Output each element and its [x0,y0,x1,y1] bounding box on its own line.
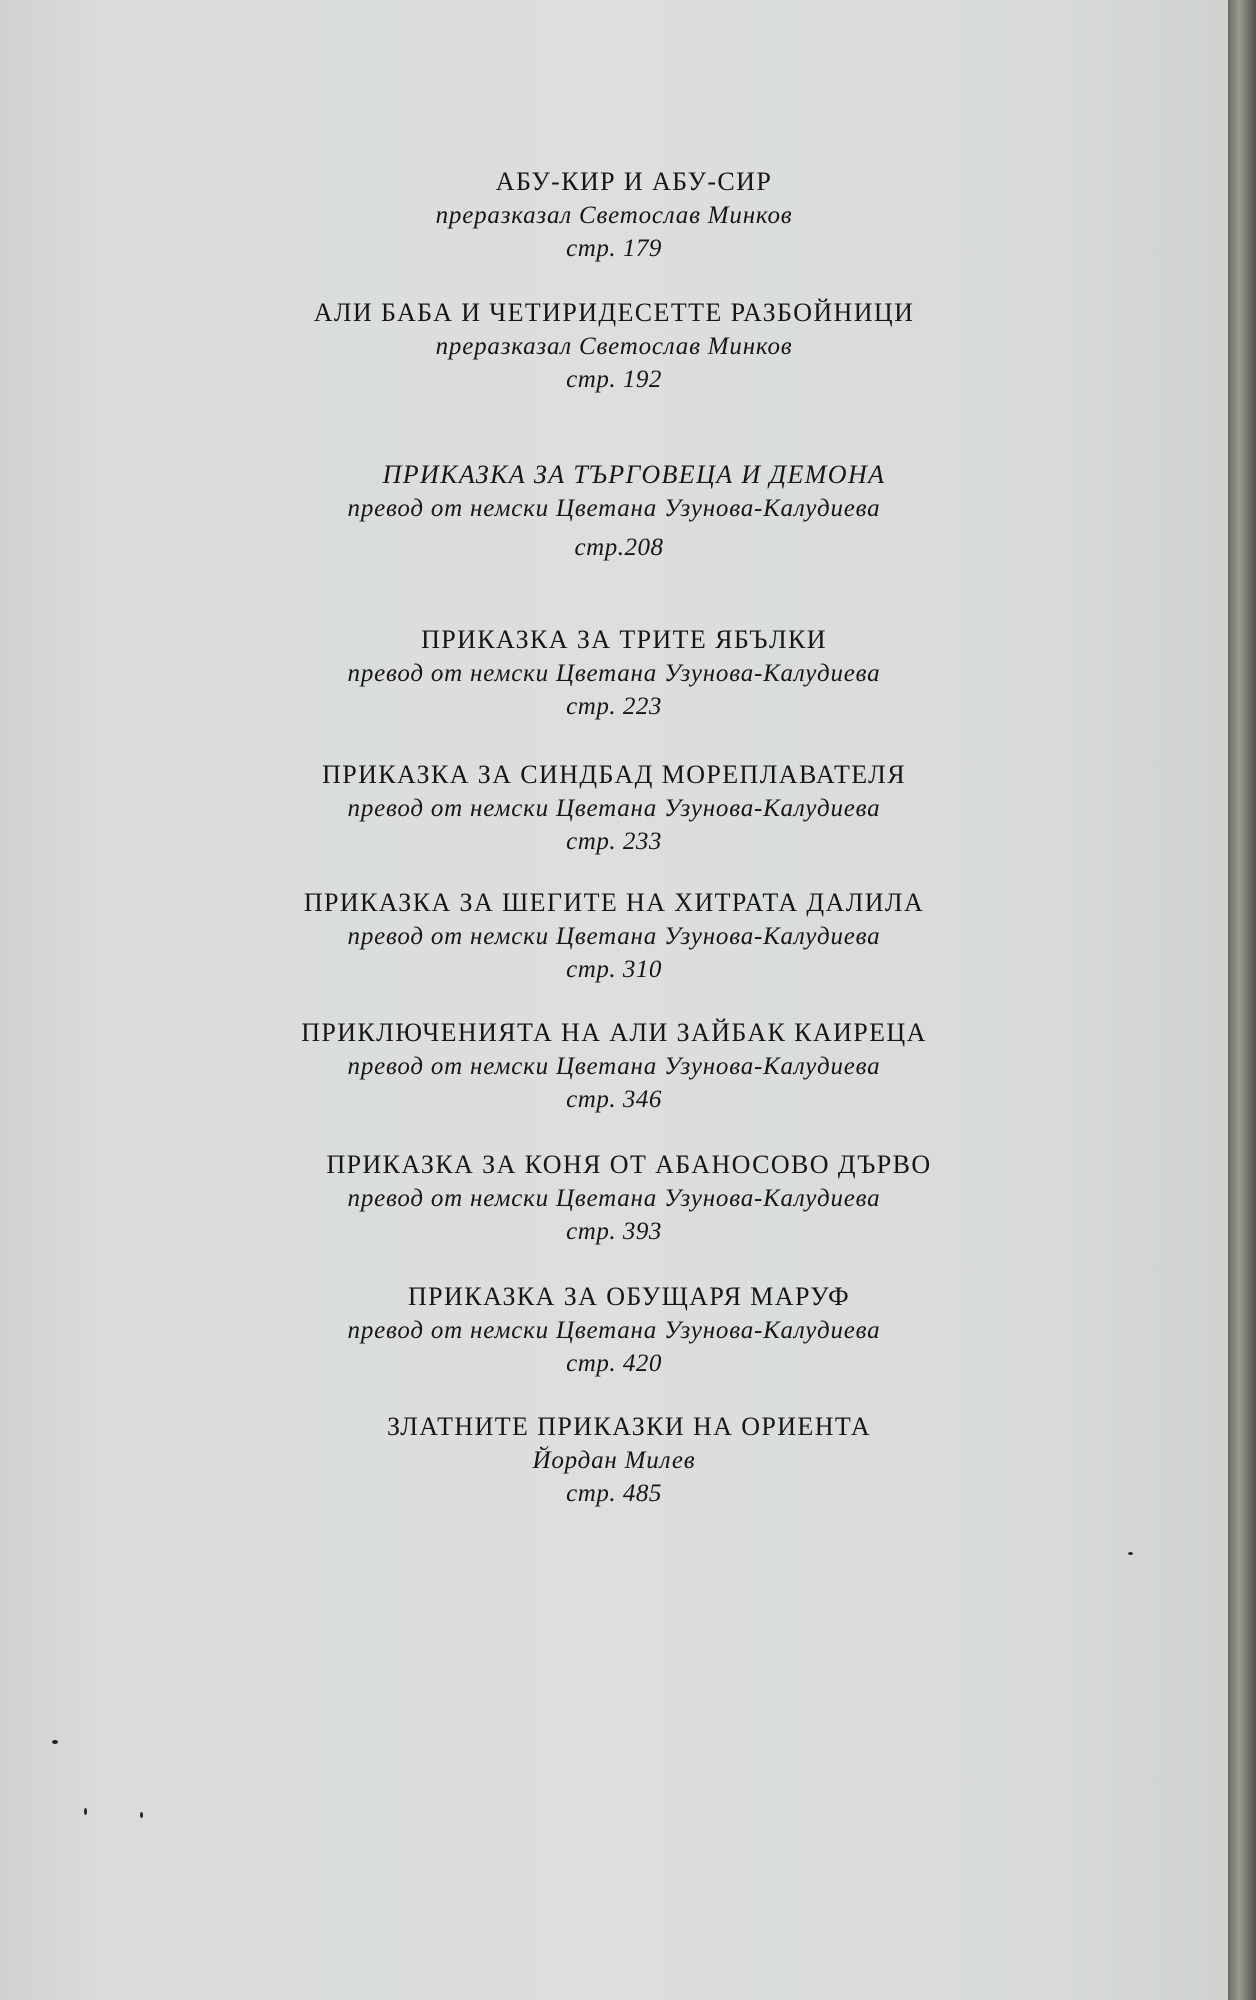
entry-author: Йордан Милев [532,1447,696,1474]
toc-entry [0,458,1228,564]
entry-title: АЛИ БАБА И ЧЕТИРИДЕСЕТТЕ РАЗБОЙНИЦИ [313,298,915,327]
toc-entry [0,1280,1228,1380]
entry-author: преразказал Светослав Минков [435,202,793,229]
paper-speck [52,1740,58,1744]
paper-speck [84,1808,87,1815]
entry-author: превод от немски Цветана Узунова-Калудиева [347,495,881,522]
entry-page: стр. 393 [566,1218,662,1245]
entry-page: стр. 192 [566,366,662,393]
entry-author: превод от немски Цветана Узунова-Калудиева [347,660,881,687]
entry-page: стр. 223 [566,693,662,720]
toc-entry [0,1148,1228,1248]
entry-title: ПРИКАЗКА ЗА ТРИТЕ ЯБЪЛКИ [421,625,827,654]
paper-speck [1128,1552,1133,1555]
entry-page: стр. 346 [566,1086,662,1113]
entry-title: АБУ-КИР И АБУ-СИР [495,167,773,196]
entry-page: стр. 179 [566,235,662,262]
entry-title: ПРИКАЗКА ЗА ШЕГИТЕ НА ХИТРАТА ДАЛИЛА [303,888,925,917]
entry-title: ПРИКАЗКА ЗА СИНДБАД МОРЕПЛАВАТЕЛЯ [322,760,906,789]
entry-author: превод от немски Цветана Узунова-Калудиева [347,795,881,822]
entry-page: стр. 233 [566,828,662,855]
entry-author: превод от немски Цветана Узунова-Калудиева [347,1317,881,1344]
toc-entry [0,886,1228,986]
entry-title: ПРИКАЗКА ЗА ТЪРГОВЕЦА И ДЕМОНА [382,460,886,489]
entry-author: преразказал Светослав Минков [435,333,793,360]
toc-entry [0,165,1228,265]
entry-page: стр. 310 [566,956,662,983]
entry-title: ЗЛАТНИТЕ ПРИКАЗКИ НА ОРИЕНТА [386,1412,872,1441]
entry-page: стр. 420 [566,1350,662,1377]
toc-entry [0,296,1228,396]
toc-entry [0,623,1228,723]
entry-author: превод от немски Цветана Узунова-Калудиева [347,1185,881,1212]
entry-title: ПРИКАЗКА ЗА ОБУЩАРЯ МАРУФ [407,1282,851,1311]
page-edge [1228,0,1256,2000]
entry-author: превод от немски Цветана Узунова-Калудиева [347,923,881,950]
entry-page: стр.208 [574,534,664,561]
paper-speck [140,1812,143,1818]
entry-author: превод от немски Цветана Узунова-Калудиева [347,1053,881,1080]
toc-entry [0,1410,1228,1510]
toc-entry [0,758,1228,858]
entry-page: стр. 485 [566,1480,662,1507]
entry-title: ПРИКЛЮЧЕНИЯТА НА АЛИ ЗАЙБАК КАИРЕЦА [301,1018,927,1047]
entry-title: ПРИКАЗКА ЗА КОНЯ ОТ АБАНОСОВО ДЪРВО [326,1150,932,1179]
toc-entry [0,1016,1228,1116]
